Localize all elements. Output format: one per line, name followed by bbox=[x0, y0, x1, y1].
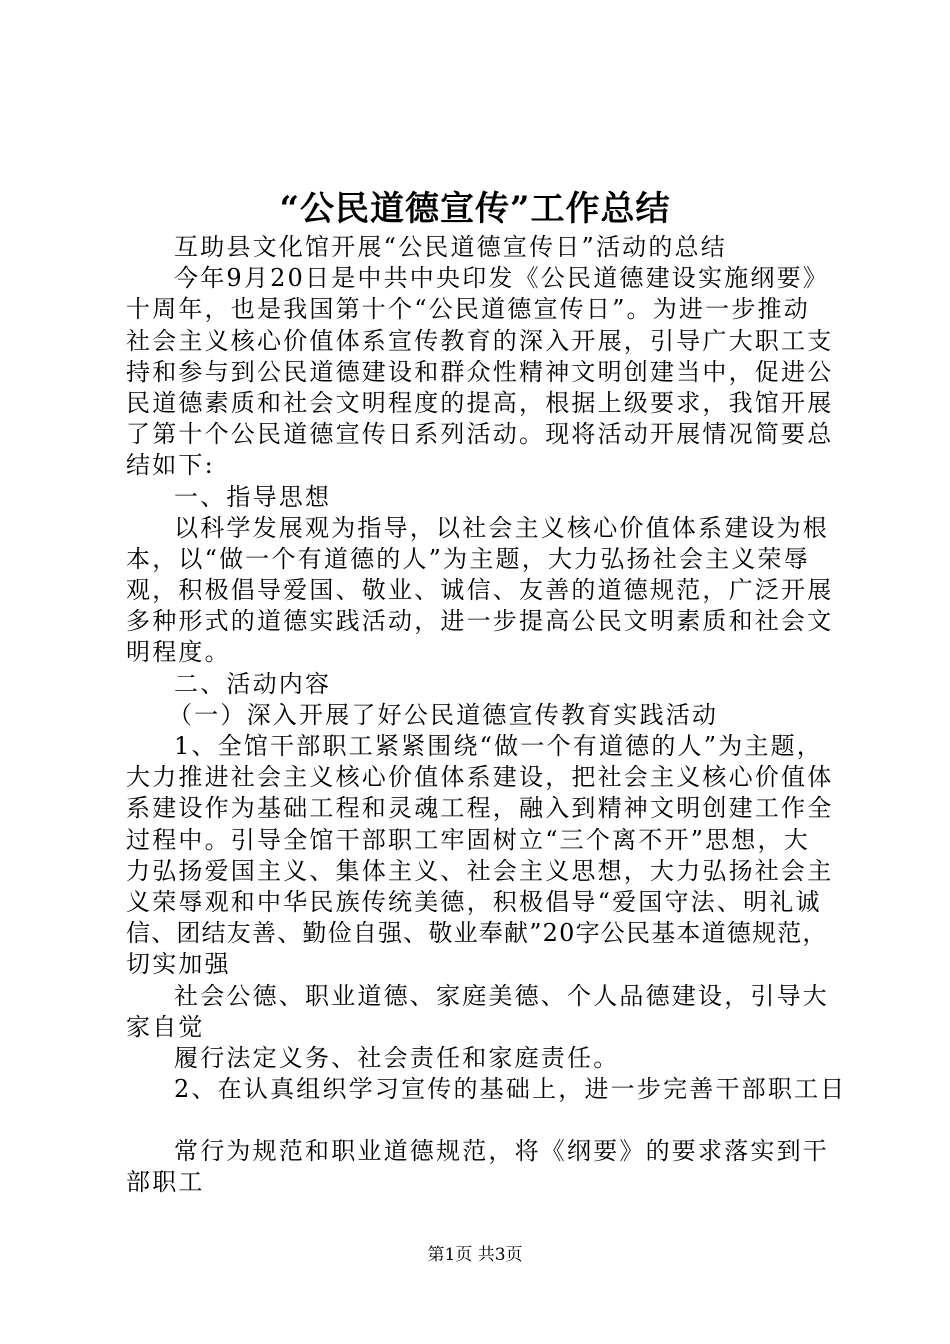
paragraph-line: 观，积极倡导爱国、敬业、诚信、友善的道德规范，广泛开展 bbox=[126, 576, 834, 605]
paragraph-line: 切实加强 bbox=[126, 950, 231, 979]
paragraph-line: 结如下: bbox=[126, 451, 215, 480]
subtitle-line: 互助县文化馆开展“公民道德宣传日”活动的总结 bbox=[174, 233, 727, 261]
document-title: “公民道德宣传”工作总结 bbox=[279, 189, 671, 229]
paragraph-line: 本，以“做一个有道德的人”为主题，大力弘扬社会主义荣辱 bbox=[126, 544, 810, 573]
paragraph-line: 2、在认真组织学习宣传的基础上，进一步完善干部职工日 bbox=[174, 1075, 847, 1104]
paragraph-line: 1、全馆干部职工紧紧围绕“做一个有道德的人”为主题， bbox=[174, 732, 824, 760]
paragraph-line: 义荣辱观和中华民族传统美德，积极倡导“爱国守法、明礼诚 bbox=[126, 887, 822, 916]
paragraph-line: 过程中。引导全馆干部职工牢固树立“三个离不开”思想，大 bbox=[126, 825, 810, 854]
paragraph-line: 明程度。 bbox=[126, 638, 231, 667]
section-heading: 二、活动内容 bbox=[174, 669, 332, 698]
paragraph-line: 常行为规范和职业道德规范，将《纲要》的要求落实到干 bbox=[174, 1137, 829, 1166]
paragraph-line: 信、团结友善、勤俭自强、敬业奉献”20字公民基本道德规范， bbox=[126, 919, 828, 948]
paragraph-line: 社会公德、职业道德、家庭美德、个人品德建设，引导大 bbox=[174, 981, 829, 1010]
paragraph-line: 力弘扬爱国主义、集体主义、社会主义思想，大力弘扬社会主 bbox=[126, 856, 834, 885]
paragraph-line: 十周年，也是我国第十个“公民道德宣传日”。为进一步推动 bbox=[126, 295, 810, 324]
paragraph-line: 今年9月20日是中共中央印发《公民道德建设实施纲要》 bbox=[174, 264, 830, 293]
paragraph-line: 民道德素质和社会文明程度的提高，根据上级要求，我馆开展 bbox=[126, 388, 834, 417]
document-body bbox=[126, 232, 847, 1199]
paragraph-line: 系建设作为基础工程和灵魂工程，融入到精神文明创建工作全 bbox=[126, 794, 834, 823]
paragraph-line: 履行法定义务、社会责任和家庭责任。 bbox=[174, 1043, 620, 1072]
paragraph-line: 多种形式的道德实践活动，进一步提高公民文明素质和社会文 bbox=[126, 607, 834, 636]
paragraph-line: 社会主义核心价值体系宣传教育的深入开展，引导广大职工支 bbox=[126, 326, 834, 355]
section-heading: 一、指导思想 bbox=[174, 482, 332, 511]
paragraph-line: 持和参与到公民道德建设和群众性精神文明创建当中，促进公 bbox=[126, 357, 834, 386]
paragraph-line: 部职工 bbox=[126, 1168, 205, 1197]
page-break-gap bbox=[126, 1105, 838, 1136]
paragraph-line: 了第十个公民道德宣传日系列活动。现将活动开展情况简要总 bbox=[126, 420, 834, 449]
page-number-footer: 第1页 共3页 bbox=[427, 1245, 523, 1265]
paragraph-line: 家自觉 bbox=[126, 1012, 205, 1041]
paragraph-line: 以科学发展观为指导，以社会主义核心价值体系建设为根 bbox=[174, 513, 829, 542]
subsection-heading: （一）深入开展了好公民道德宣传教育实践活动 bbox=[168, 700, 719, 729]
paragraph-line: 大力推进社会主义核心价值体系建设，把社会主义核心价值体 bbox=[126, 763, 834, 792]
